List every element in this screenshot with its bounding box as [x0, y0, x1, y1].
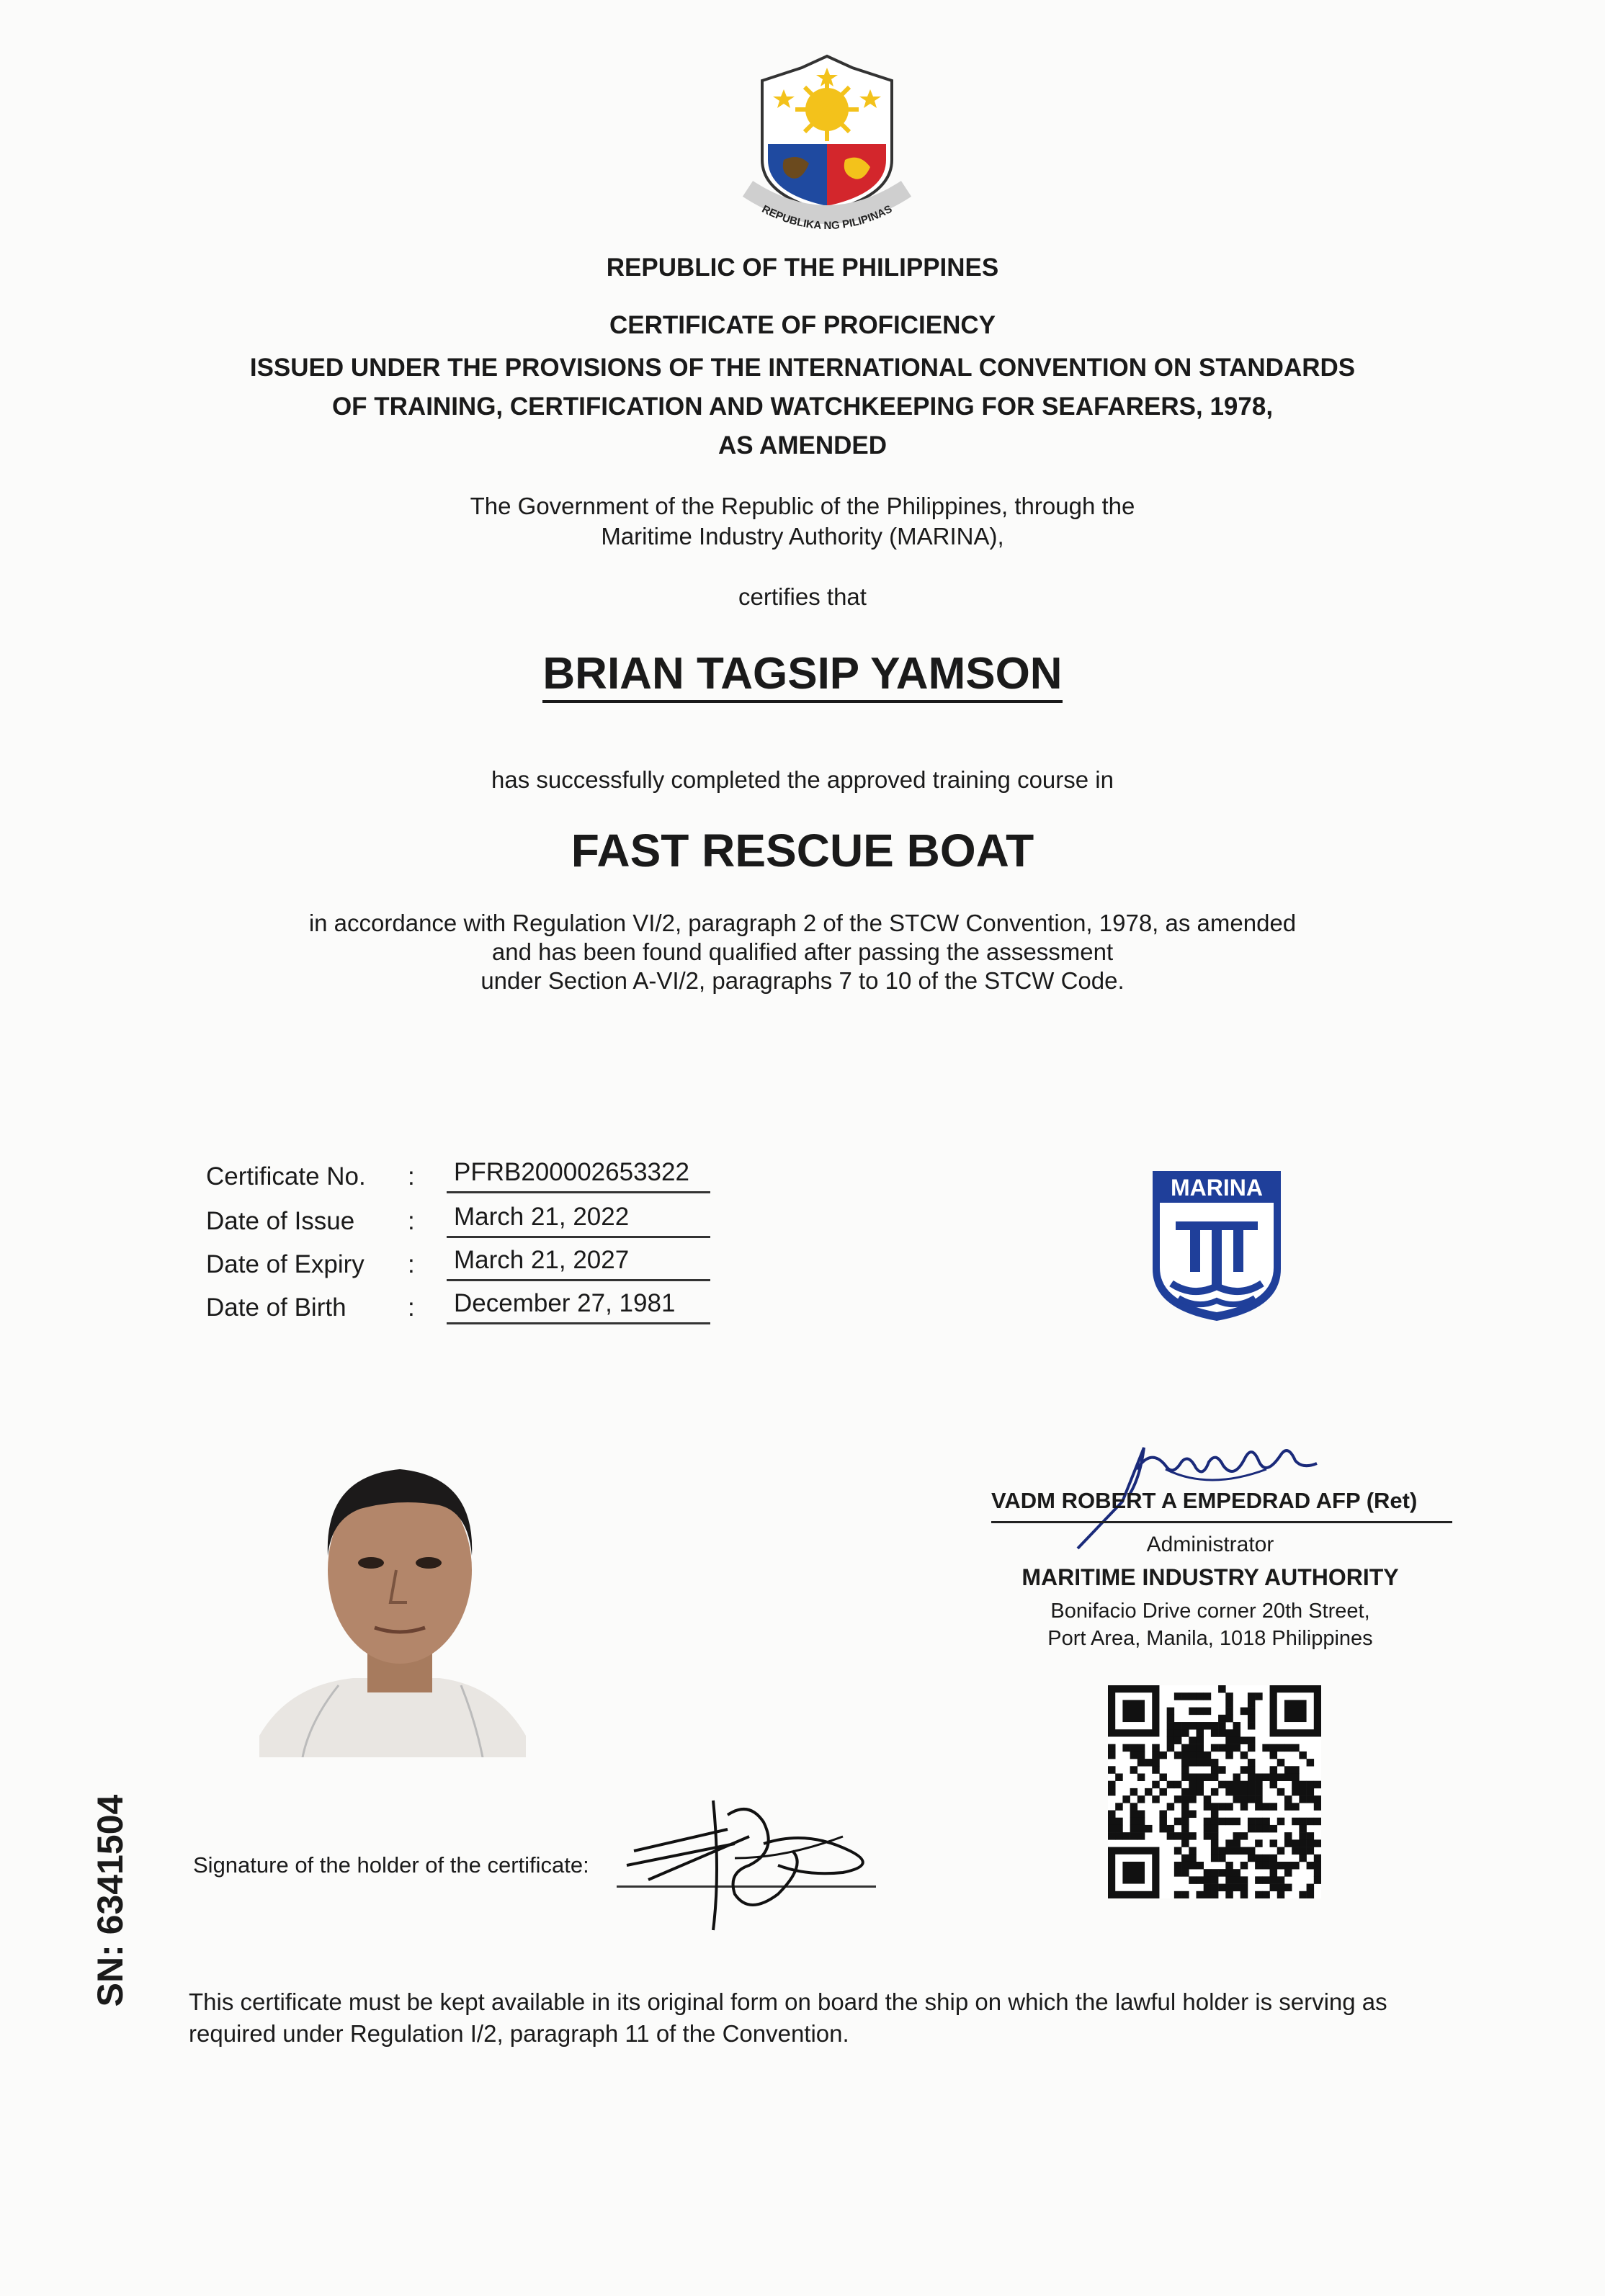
philippine-seal-emblem — [733, 52, 921, 246]
colon: : — [408, 1162, 415, 1190]
marina-logo-text: MARINA — [1171, 1175, 1263, 1201]
convention-line: ISSUED UNDER THE PROVISIONS OF THE INTERNATIONAL CONVENTION ON STANDARDS — [249, 354, 1356, 382]
date-of-issue-label: Date of Issue — [206, 1207, 355, 1235]
marina-logo — [1150, 1168, 1284, 1324]
government-statement — [0, 491, 1605, 552]
government-line: Maritime Industry Authority (MARINA), — [601, 523, 1004, 550]
convention-text — [0, 349, 1605, 465]
holder-photo — [259, 1448, 533, 1757]
holder-signature — [605, 1786, 893, 1937]
certificate-no-label: Certificate No. — [206, 1162, 366, 1190]
footer-note: This certificate must be kept available in its original form on board the ship on which the lawful holder is serving as required under Regulation I/2, paragraph 11 of the Convention. — [189, 1988, 1387, 2047]
colon: : — [408, 1293, 415, 1322]
holder-name-text: BRIAN TAGSIP YAMSON — [542, 649, 1062, 703]
regulation-line: in accordance with Regulation VI/2, paragraph 2 of the STCW Convention, 1978, as amended — [308, 910, 1297, 936]
date-of-expiry-label: Date of Expiry — [206, 1250, 365, 1278]
completed-text: has successfully completed the approved training course in — [491, 766, 1114, 793]
qr-code — [1108, 1685, 1321, 1898]
republic-heading: REPUBLIC OF THE PHILIPPINES — [606, 254, 999, 282]
holder-signature-label: Signature of the holder of the certificate: — [193, 1852, 589, 1878]
date-of-birth-value: December 27, 1981 — [447, 1289, 710, 1324]
convention-line: OF TRAINING, CERTIFICATION AND WATCHKEEPING FOR SEAFARERS, 1978, — [331, 393, 1274, 421]
address-line: Bonifacio Drive corner 20th Street, — [1050, 1600, 1370, 1623]
date-of-birth-label: Date of Birth — [206, 1293, 347, 1322]
course-name: FAST RESCUE BOAT — [571, 825, 1034, 876]
authority-address — [994, 1597, 1426, 1652]
convention-line: AS AMENDED — [718, 431, 887, 459]
regulation-line: under Section A-VI/2, paragraphs 7 to 10 of the STCW Code. — [480, 967, 1125, 994]
certifies-text: certifies that — [738, 583, 867, 610]
government-line: The Government of the Republic of the Philippines, through the — [470, 493, 1135, 519]
seal-motto: REPUBLIKA NG PILIPINAS — [759, 202, 895, 233]
serial-number-text: SN: 6341504 — [90, 1794, 130, 2007]
administrator-name: VADM ROBERT A EMPEDRAD AFP (Ret) — [991, 1488, 1452, 1523]
date-of-expiry-value: March 21, 2027 — [447, 1246, 710, 1281]
colon: : — [408, 1207, 415, 1235]
administrator-title: Administrator — [1146, 1533, 1274, 1556]
date-of-issue-value: March 21, 2022 — [447, 1203, 710, 1238]
serial-number — [85, 1786, 135, 2024]
regulation-text — [0, 909, 1605, 995]
address-line: Port Area, Manila, 1018 Philippines — [1047, 1627, 1373, 1650]
certificate-title: CERTIFICATE OF PROFICIENCY — [609, 311, 996, 339]
authority-name: MARITIME INDUSTRY AUTHORITY — [1021, 1564, 1399, 1590]
colon: : — [408, 1250, 415, 1278]
holder-name — [0, 648, 1605, 699]
certificate-no-value: PFRB200002653322 — [447, 1158, 710, 1193]
regulation-line: and has been found qualified after passing the assessment — [491, 938, 1114, 965]
